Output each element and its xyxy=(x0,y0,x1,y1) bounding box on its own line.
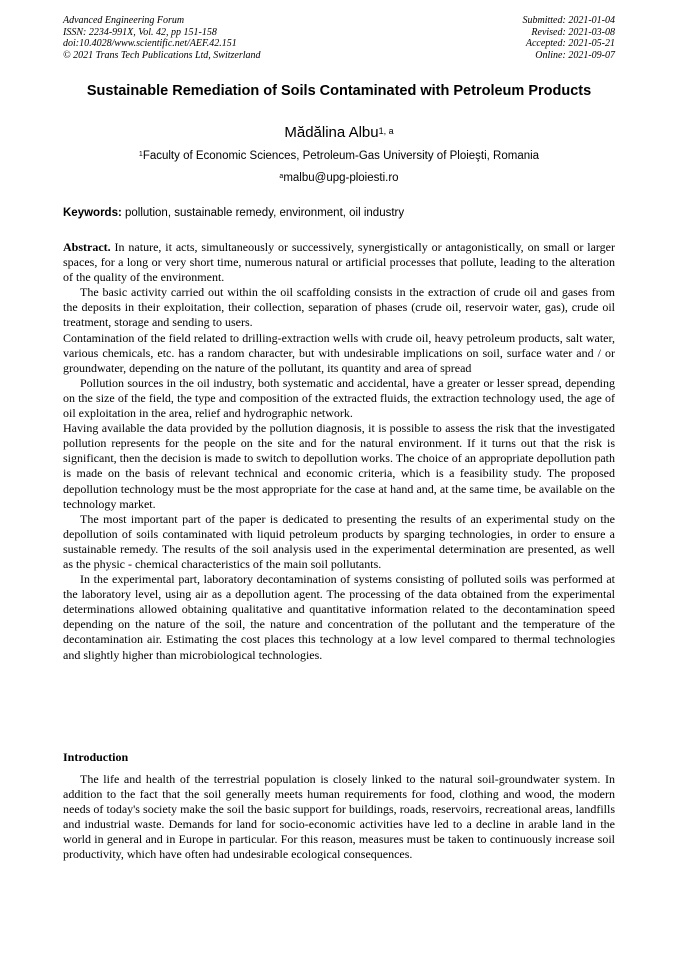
abstract-paragraph-3: Contamination of the field related to drilling-extraction wells with crude oil, heavy petroleum products, salt water, various chemicals, etc. has a random character, but with undesirable implications on soil, surface water and / or groundwater, depending on the nature of the pollutant, its quantity and area of spread xyxy=(63,330,615,375)
keywords xyxy=(63,206,615,220)
accepted-date: Accepted: 2021-05-21 xyxy=(525,38,615,49)
email-superscript: a xyxy=(279,173,284,180)
abstract-paragraph-2: The basic activity carried out within the oil scaffolding consists in the extraction of crude oil and gases from the deposits in their exploitation, their collection, separation of phases (crude oil, reservoir water, gas), crude oil treatment, storage and sending to users. xyxy=(63,285,615,330)
submission-dates xyxy=(523,15,616,61)
keywords-label: Keywords: xyxy=(63,207,122,219)
online-date: Online: 2021-09-07 xyxy=(535,49,615,61)
abstract-paragraph-5: Having available the data provided by the pollution diagnosis, it is possible to assess the risk that the investigated pollution represents for the people on the site and for the natural environment. If it turns out that the risk is significant, then the decision is made to switch to depollution works. The choice of an appropriate depollution path is made on the basis of relevant technical and economic criteria, which is a feasibility study. The proposed depollution technology must be the most appropriate for the case at hand and, at the same time, be available on the technology market. xyxy=(63,421,615,511)
abstract-paragraph-6: The most important part of the paper is dedicated to presenting the results of an experimental study on the depollution of soils contaminated with liquid petroleum products by sparging technologies, in order to ensure a sustainable remedy. The results of the soil analysis used in the experimental determination are presented, as well as the physic - chemical characteristics of the main soil pollutants. xyxy=(63,511,615,571)
abstract-label: Abstract. xyxy=(63,240,111,254)
journal-name: Advanced Engineering Forum xyxy=(63,15,185,26)
section-heading-introduction: Introduction xyxy=(63,750,129,764)
author-name: Mădălina Albu xyxy=(284,124,379,141)
abstract-text-1: In nature, it acts, simultaneously or successively, synergistically or antagonistically, on small or larger spaces, for a long or very short time, numerous natural or artificial processes that pollute, leading to the alteration of the quality of the environment. xyxy=(63,240,615,285)
author-line xyxy=(63,124,615,142)
abstract-paragraph-7: In the experimental part, laboratory decontamination of systems consisting of polluted soils was performed at the laboratory level, using air as a depollution agent. The processing of the data obtained from the experimental determinations allowed obtaining qualitative and quantitative information related to the decontamination speed depending on the nature of the soil, the nature and concentration of the pollutant and the temperature of the decontamination air. Estimating the cost places this technology at a low level compared to thermal technologies and slightly higher than microbiological technologies. xyxy=(63,572,615,662)
keywords-text: pollution, sustainable remedy, environment, oil industry xyxy=(121,207,405,219)
submitted-date: Submitted: 2021-01-04 xyxy=(522,15,615,26)
affiliation xyxy=(63,149,615,163)
copyright-line: © 2021 Trans Tech Publications Ltd, Switzerland xyxy=(63,49,261,61)
revised-date: Revised: 2021-03-08 xyxy=(531,26,615,38)
abstract-paragraph-4: Pollution sources in the oil industry, both systematic and accidental, have a greater or lesser spread, depending on the size of the field, the type and composition of the extracted fluids, the extraction technology used, the age of oil exploitation in the area, relief and hydrographic network. xyxy=(63,375,615,421)
affiliation-text: Faculty of Economic Sciences, Petroleum-Gas University of Ploieşti, Romania xyxy=(142,150,540,162)
abstract-paragraph-1 xyxy=(63,240,615,285)
journal-info xyxy=(63,15,261,61)
author-superscript: 1, a xyxy=(378,126,394,136)
abstract xyxy=(63,240,615,663)
paper-title: Sustainable Remediation of Soils Contaminated with Petroleum Products xyxy=(86,83,592,99)
email-address[interactable]: malbu@upg-ploiesti.ro xyxy=(283,172,399,184)
introduction-body xyxy=(63,772,615,863)
issn-line: ISSN: 2234-991X, Vol. 42, pp 151-158 xyxy=(63,26,217,38)
introduction-paragraph-1: The life and health of the terrestrial population is closely linked to the natural soil-groundwater system. In addition to the fact that the soil generally meets human requirements for food, clothing and wood, the modern needs of today's society make the soil the basic support for buildings, roads, reservoirs, recreational areas, landfills and industrial waste. Demands for land for socio-economic activities have led to a decline in arable land in the world in general and in Europe in particular. For this reason, measures must be taken to continuously increase soil productivity, which have often had undesirable ecological consequences. xyxy=(63,772,615,862)
doi-line: doi:10.4028/www.scientific.net/AEF.42.151 xyxy=(63,38,237,49)
email-line xyxy=(63,171,615,185)
affiliation-superscript: 1 xyxy=(138,151,143,158)
